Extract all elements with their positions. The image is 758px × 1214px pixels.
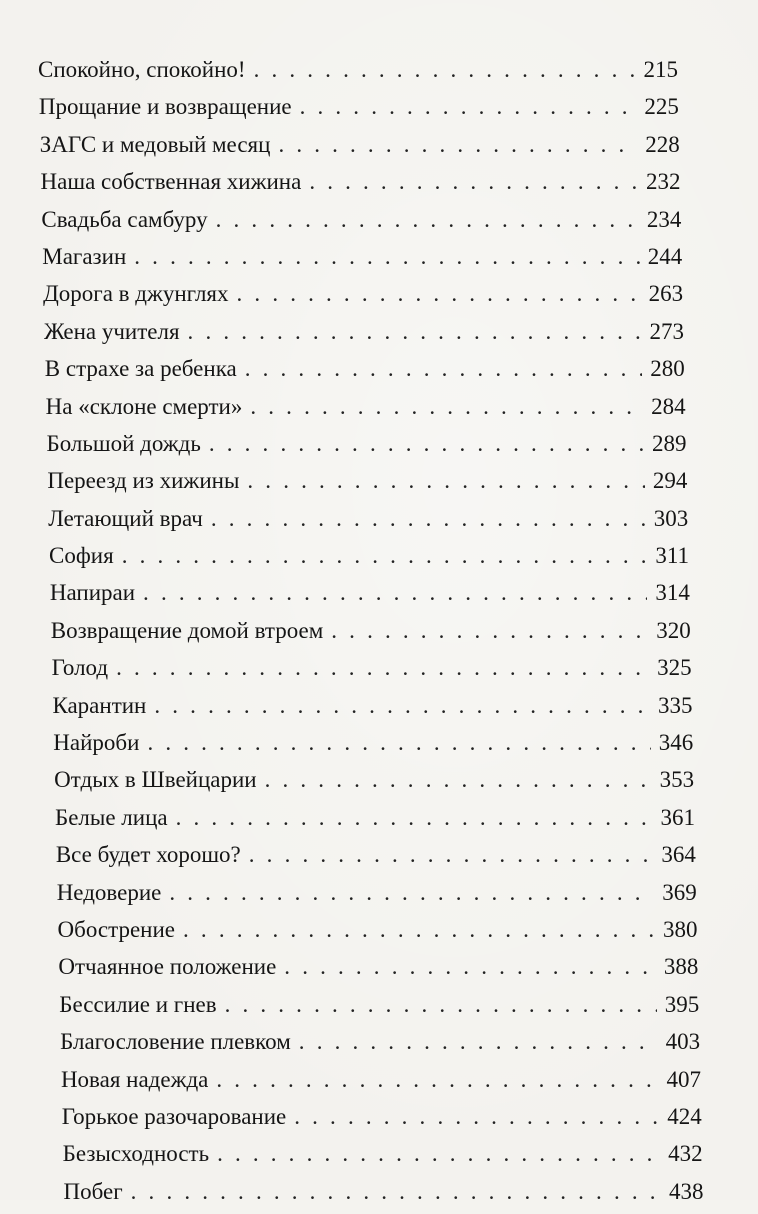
toc-entry bbox=[54, 765, 694, 802]
toc-entry bbox=[58, 915, 698, 952]
toc-entry-title: Большой дождь bbox=[46, 430, 201, 456]
toc-entry-page-number: 311 bbox=[655, 543, 690, 569]
toc-entry-title: Прощание и возвращение bbox=[38, 94, 292, 120]
toc-entry bbox=[42, 242, 682, 279]
toc-entry bbox=[55, 803, 695, 840]
toc-dot-leader bbox=[299, 1027, 658, 1057]
toc-dot-leader bbox=[249, 840, 654, 870]
toc-dot-leader bbox=[131, 1177, 661, 1207]
toc-dot-leader bbox=[331, 616, 648, 646]
toc-entry bbox=[63, 1139, 703, 1176]
toc-entry-title: Карантин bbox=[52, 692, 147, 718]
toc-entry-title: На «склоне смерти» bbox=[45, 393, 243, 419]
toc-entry-page-number: 380 bbox=[663, 916, 698, 942]
toc-entry-page-number: 234 bbox=[646, 206, 682, 232]
toc-dot-leader bbox=[216, 1065, 658, 1095]
toc-dot-leader bbox=[294, 1102, 659, 1132]
toc-entry-title: Обострение bbox=[57, 916, 176, 942]
toc-entry bbox=[59, 990, 699, 1027]
toc-entry bbox=[41, 167, 681, 204]
toc-dot-leader bbox=[309, 167, 638, 197]
toc-entry-title: Благословение плевком bbox=[60, 1029, 291, 1055]
toc-entry-page-number: 432 bbox=[668, 1141, 703, 1167]
toc-entry bbox=[62, 1102, 702, 1139]
toc-entry bbox=[47, 466, 687, 503]
toc-entry-page-number: 325 bbox=[657, 655, 692, 681]
toc-dot-leader bbox=[245, 354, 643, 384]
toc-entry-page-number: 244 bbox=[647, 243, 683, 269]
toc-entry-title: Переезд из хижины bbox=[47, 468, 240, 494]
toc-entry bbox=[61, 1065, 701, 1102]
toc-dot-leader bbox=[247, 466, 644, 496]
toc-entry bbox=[47, 429, 687, 466]
toc-dot-leader bbox=[143, 578, 647, 608]
toc-entry-page-number: 353 bbox=[659, 767, 695, 793]
toc-entry-page-number: 289 bbox=[652, 430, 687, 456]
toc-dot-leader bbox=[217, 1139, 660, 1169]
toc-entry-title: Дорога в джунглях bbox=[43, 281, 229, 307]
toc-entry-title: Побег bbox=[63, 1178, 123, 1204]
toc-entry-page-number: 403 bbox=[665, 1029, 701, 1055]
toc-entry-title: Голод bbox=[51, 655, 109, 681]
toc-entry-page-number: 263 bbox=[648, 281, 684, 307]
toc-entry-page-number: 346 bbox=[658, 730, 694, 756]
toc-dot-leader bbox=[254, 55, 636, 85]
toc-entry bbox=[49, 541, 689, 578]
toc-dot-leader bbox=[284, 952, 656, 982]
toc-dot-leader bbox=[183, 915, 655, 945]
toc-entry bbox=[53, 728, 693, 765]
toc-entry-page-number: 225 bbox=[644, 94, 679, 120]
toc-entry-page-number: 369 bbox=[662, 879, 697, 905]
toc-entry-title: Недоверие bbox=[56, 879, 162, 905]
toc-entry bbox=[43, 279, 683, 316]
toc-entry bbox=[60, 1027, 700, 1064]
toc-entry-page-number: 361 bbox=[660, 804, 695, 830]
toc-entry-page-number: 280 bbox=[650, 356, 685, 382]
toc-entry bbox=[46, 392, 686, 429]
toc-dot-leader bbox=[134, 242, 639, 272]
toc-dot-leader bbox=[225, 990, 657, 1020]
toc-entry-page-number: 407 bbox=[666, 1066, 701, 1092]
toc-entry-title: Наша собственная хижина bbox=[40, 169, 302, 195]
toc-entry bbox=[56, 840, 696, 877]
toc-dot-leader bbox=[169, 878, 654, 908]
toc-entry-title: Белые лица bbox=[55, 804, 168, 830]
toc-entry-page-number: 215 bbox=[643, 57, 678, 82]
toc-entry bbox=[50, 578, 690, 615]
toc-entry-page-number: 364 bbox=[661, 842, 696, 868]
toc-dot-leader bbox=[188, 317, 642, 347]
toc-entry bbox=[52, 653, 692, 690]
toc-dot-leader bbox=[122, 541, 648, 571]
toc-entry-title: Бессилие и гнев bbox=[59, 991, 217, 1017]
toc-entry bbox=[52, 691, 692, 728]
toc-entry-page-number: 303 bbox=[653, 505, 689, 531]
toc-entry-page-number: 284 bbox=[651, 393, 686, 419]
toc-entry bbox=[45, 354, 685, 391]
toc-entry-page-number: 232 bbox=[646, 169, 681, 195]
toc-entry-title: Новая надежда bbox=[60, 1066, 209, 1092]
toc-entry-title: Горькое разочарование bbox=[61, 1103, 287, 1129]
toc-entry bbox=[40, 130, 680, 167]
toc-entry bbox=[38, 55, 678, 92]
toc-entry-page-number: 273 bbox=[649, 318, 684, 344]
toc-entry bbox=[48, 504, 688, 541]
toc-entry-page-number: 424 bbox=[667, 1103, 702, 1129]
toc-entry-title: Жена учителя bbox=[43, 318, 180, 344]
toc-entry-page-number: 335 bbox=[657, 692, 693, 718]
toc-entry-title: Свадьба самбуру bbox=[41, 206, 208, 232]
toc-dot-leader bbox=[250, 392, 643, 422]
toc-entry bbox=[57, 878, 697, 915]
toc-entry-title: Напираи bbox=[49, 580, 136, 606]
toc-dot-leader bbox=[116, 653, 649, 683]
toc-entry-title: Возвращение домой втроем bbox=[50, 617, 324, 643]
table-of-contents bbox=[0, 55, 758, 1214]
toc-entry-page-number: 438 bbox=[669, 1178, 704, 1204]
toc-dot-leader bbox=[237, 279, 641, 309]
toc-entry bbox=[51, 616, 691, 653]
toc-entry-page-number: 294 bbox=[652, 468, 688, 494]
toc-entry-title: ЗАГС и медовый месяц bbox=[39, 131, 271, 157]
toc-entry-page-number: 395 bbox=[664, 991, 700, 1017]
toc-entry-title: В страхе за ребенка bbox=[44, 356, 237, 382]
toc-dot-leader bbox=[209, 429, 644, 459]
toc-dot-leader bbox=[300, 92, 637, 122]
toc-entry-title: Безысходность bbox=[62, 1141, 210, 1167]
toc-entry bbox=[41, 205, 681, 242]
toc-entry-title: Отчаянное положение bbox=[58, 954, 277, 980]
toc-entry-title: София bbox=[49, 543, 114, 569]
toc-entry bbox=[58, 952, 698, 989]
toc-dot-leader bbox=[211, 504, 646, 534]
toc-dot-leader bbox=[176, 803, 653, 833]
toc-dot-leader bbox=[278, 130, 637, 160]
toc-dot-leader bbox=[147, 728, 650, 758]
toc-dot-leader bbox=[265, 765, 652, 795]
toc-dot-leader bbox=[216, 205, 639, 235]
toc-entry-title: Спокойно, спокойно! bbox=[38, 57, 246, 82]
toc-entry bbox=[39, 92, 679, 129]
toc-entry-title: Летающий врач bbox=[48, 505, 203, 531]
toc-entry-page-number: 320 bbox=[656, 617, 691, 643]
toc-dot-leader bbox=[154, 691, 650, 721]
toc-entry bbox=[44, 317, 684, 354]
toc-entry-page-number: 388 bbox=[663, 954, 699, 980]
toc-entry-page-number: 314 bbox=[655, 580, 690, 606]
toc-entry bbox=[64, 1177, 704, 1214]
toc-entry-title: Отдых в Швейцарии bbox=[54, 767, 257, 793]
toc-entry-title: Магазин bbox=[42, 243, 127, 269]
toc-entry-title: Все будет хорошо? bbox=[55, 842, 241, 868]
toc-entry-page-number: 228 bbox=[645, 131, 680, 157]
toc-entry-title: Найроби bbox=[53, 730, 140, 756]
